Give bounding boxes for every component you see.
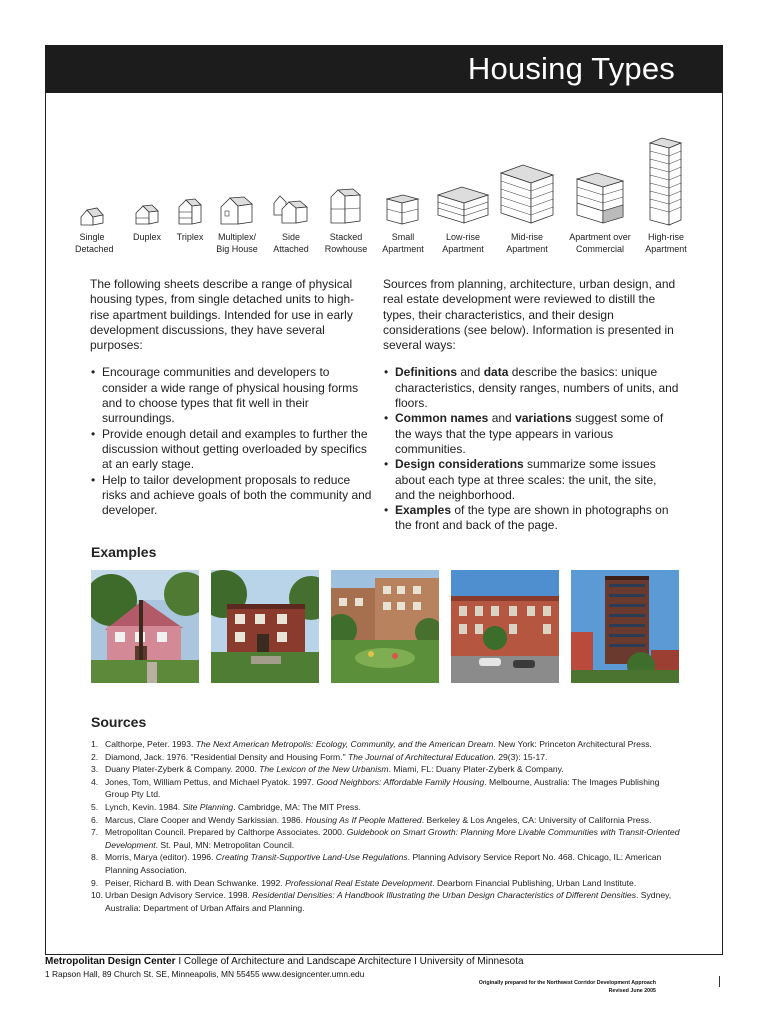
photo-multiplex xyxy=(211,570,319,683)
type-label-line2: Commercial xyxy=(575,244,624,254)
bold-term: Design considerations xyxy=(395,457,524,472)
source-publisher: . Miami, FL: Duany Plater-Zyberk & Company. xyxy=(388,764,564,775)
source-number: 3. xyxy=(91,764,99,775)
source-author: Morris, Marya (editor). 1996. xyxy=(105,852,216,863)
sources-list xyxy=(91,738,681,914)
right-column xyxy=(383,277,679,534)
high-rise-apartment-icon xyxy=(648,135,684,227)
left-column xyxy=(90,277,376,518)
type-label-line1: Triplex xyxy=(176,232,204,242)
photo-high-rise-apartment xyxy=(571,570,679,683)
source-title: Professional Real Estate Development xyxy=(285,877,433,888)
list-item xyxy=(383,411,679,457)
stacked-rowhouse-icon xyxy=(329,187,363,227)
source-publisher: . Cambridge, MA: The MIT Press. xyxy=(233,801,361,812)
type-label-line1: Multiplex/ xyxy=(217,232,256,242)
mid-rise-apartment-icon xyxy=(499,161,555,227)
housing-type-mid-rise-apartment xyxy=(498,161,556,255)
bold-term: Common names xyxy=(395,411,489,426)
affiliation-text: I College of Architecture and Landscape Architecture I University of Minnesota xyxy=(175,956,524,967)
type-label-line1: Low-rise xyxy=(445,232,480,242)
connector: and xyxy=(488,411,516,426)
source-title: Guidebook on Smart Growth: Planning More Livable Communities with Transit-Oriented Development xyxy=(105,827,680,850)
sources-heading: Sources xyxy=(91,714,147,730)
multiplex-icon xyxy=(219,195,255,227)
small-apartment-icon xyxy=(385,191,421,227)
type-label-line1: High-rise xyxy=(647,232,684,242)
type-label-line1: Apartment over xyxy=(569,232,631,242)
list-item xyxy=(383,503,679,534)
source-number: 2. xyxy=(91,751,99,762)
right-intro: Sources from planning, architecture, urban design, and real estate development were reviewed to distill the types, their characteristics, and their design considerations (see below). Information is presented in several ways: xyxy=(383,277,676,353)
source-number: 10. xyxy=(91,890,103,901)
bold-term: Definitions xyxy=(395,365,457,380)
triplex-icon xyxy=(177,197,203,227)
note-line: Revised June 2005 xyxy=(608,988,656,994)
source-publisher: . Sydney, Australia: Department of Urban Affairs and Planning. xyxy=(105,890,672,913)
type-label-line2: Apartment xyxy=(506,244,548,254)
list-item xyxy=(91,826,681,851)
type-label-line1: Single xyxy=(79,232,105,242)
list-item: • Encourage communities and developers to consider a wide range of physical housing forms and to choose types that fit well in their surroundings. xyxy=(90,365,376,426)
type-label-line2: Attached xyxy=(273,244,309,254)
bold-term: variations xyxy=(515,411,572,426)
list-item: • Provide enough detail and examples to further the discussion without getting overloaded by specifics at an early stage. xyxy=(90,427,376,473)
page-marker xyxy=(719,976,720,987)
source-title: Site Planning xyxy=(182,801,234,812)
apartment-over-commercial-icon xyxy=(575,169,625,227)
source-title: Creating Transit-Supportive Land-Use Regulations xyxy=(215,852,408,863)
description: suggest some of the ways that the type appears in various communities. xyxy=(395,411,664,456)
source-title: Housing As If People Mattered xyxy=(305,814,422,825)
title-bar xyxy=(45,45,723,93)
source-publisher: . Planning Advisory Service Report No. 468. Chicago, IL: American Planning Association. xyxy=(105,852,662,875)
type-label-line2 xyxy=(128,243,166,255)
duplex-icon xyxy=(134,203,160,227)
source-author: Lynch, Kevin. 1984. xyxy=(105,801,183,812)
examples-heading: Examples xyxy=(91,544,157,560)
source-number: 6. xyxy=(91,814,99,825)
presentation-list xyxy=(383,365,679,533)
photo-single-detached xyxy=(91,570,199,683)
source-author: Urban Design Advisory Service. 1998. xyxy=(105,890,253,901)
housing-type-side-attached xyxy=(267,193,315,255)
list-item xyxy=(383,365,679,411)
type-label-line2: Apartment xyxy=(442,244,484,254)
source-title: The Journal of Architectural Education xyxy=(348,751,494,762)
description: describe the basics: unique characteristics, density ranges, numbers of units, and floors. xyxy=(395,365,679,411)
type-label-line1: Duplex xyxy=(132,232,161,242)
organization-name: Metropolitan Design Center xyxy=(45,956,176,967)
source-number: 7. xyxy=(91,827,99,838)
source-number: 8. xyxy=(91,852,99,863)
photo-mid-rise-apartment xyxy=(451,570,559,683)
type-label-line2: Rowhouse xyxy=(324,244,368,254)
source-publisher: . New York: Princeton Architectural Press. xyxy=(493,739,652,749)
list-item xyxy=(91,751,681,764)
description: of the type are shown in photographs on the front and back of the page. xyxy=(395,503,669,533)
low-rise-apartment-icon xyxy=(436,181,490,227)
source-number: 5. xyxy=(91,801,99,812)
source-title: The Lexicon of the New Urbanism xyxy=(259,764,389,775)
housing-types-row xyxy=(75,120,705,255)
list-item xyxy=(91,889,681,914)
footer-affiliation xyxy=(45,956,524,967)
housing-type-apartment-over-commercial xyxy=(562,169,638,255)
page-title: Housing Types xyxy=(467,51,675,86)
single-detached-icon xyxy=(79,205,105,227)
purposes-list xyxy=(90,365,376,518)
revision-note xyxy=(479,979,656,995)
source-publisher: . Dearborn Financial Publishing, Urban Land Institute. xyxy=(432,877,637,888)
list-item xyxy=(91,851,681,876)
note-line: Originally prepared for the Northwest Corridor Development Approach xyxy=(478,980,656,986)
list-item xyxy=(383,457,679,503)
housing-type-low-rise-apartment xyxy=(432,181,494,255)
housing-type-stacked-rowhouse xyxy=(318,187,374,255)
list-item xyxy=(91,776,681,801)
type-label-line2: Big House xyxy=(216,244,258,254)
source-author: Peiser, Richard B. with Dean Schwanke. 1992. xyxy=(105,877,286,888)
housing-type-high-rise-apartment xyxy=(641,135,691,255)
housing-type-small-apartment xyxy=(377,191,429,255)
source-publisher: . 29(3): 15-17. xyxy=(493,751,548,762)
source-title: Good Neighbors: Affordable Family Housing xyxy=(316,776,485,787)
source-author: Diamond, Jack. 1976. "Residential Density and Housing Form." xyxy=(105,751,349,762)
source-author: Duany Plater-Zyberk & Company. 2000. xyxy=(105,764,260,775)
housing-type-single-detached xyxy=(75,205,114,255)
type-label-line2: Apartment xyxy=(645,244,687,254)
type-label-line2 xyxy=(171,243,209,255)
source-title: The Next American Metropolis: Ecology, Community, and the American Dream xyxy=(195,739,494,749)
type-label-line2: Apartment xyxy=(382,244,424,254)
source-number: 4. xyxy=(91,776,99,787)
type-label-line1: Mid-rise xyxy=(510,232,543,242)
bold-term: data xyxy=(483,365,509,380)
source-publisher: . St. Paul, MN: Metropolitan Council. xyxy=(155,839,295,850)
left-intro: The following sheets describe a range of physical housing types, from single detached units to high- rise apartment buildings. Intended for use in early development discussions, they have several purposes: xyxy=(90,277,355,353)
type-label-line1: Side xyxy=(281,232,300,242)
list-item xyxy=(91,877,681,890)
type-label-line1: Stacked xyxy=(329,232,363,242)
list-item xyxy=(91,738,681,751)
list-item xyxy=(91,801,681,814)
housing-type-multiplex xyxy=(212,195,262,255)
source-author: Jones, Tom, William Pettus, and Michael Pyatok. 1997. xyxy=(105,776,317,787)
bold-term: Examples xyxy=(395,503,452,518)
examples-photos xyxy=(91,570,679,683)
type-label-line1: Small xyxy=(391,232,415,242)
list-item: • Help to tailor development proposals to reduce risks and achieve goals of both the community and developer. xyxy=(90,473,376,519)
photo-low-rise-apartment xyxy=(331,570,439,683)
source-number: 9. xyxy=(91,877,99,888)
source-number: 1. xyxy=(91,739,99,749)
footer-address: 1 Rapson Hall, 89 Church St. SE, Minneapolis, MN 55455 www.designcenter.umn.edu xyxy=(45,969,365,979)
type-label-line2: Detached xyxy=(75,244,114,254)
source-author: Metropolitan Council. Prepared by Calthorpe Associates. 2000. xyxy=(105,827,347,838)
housing-type-triplex xyxy=(171,197,209,255)
list-item xyxy=(91,763,681,776)
description: summarize some issues about each type at three scales: the unit, the site, and the neighborhood. xyxy=(395,457,657,502)
source-publisher: . Melbourne, Australia: The Images Publishing Group Pty Ltd. xyxy=(105,776,660,800)
connector: and xyxy=(457,365,484,380)
side-attached-icon xyxy=(272,193,310,227)
source-author: Calthorpe, Peter. 1993. xyxy=(105,739,196,749)
housing-type-duplex xyxy=(128,203,166,255)
source-author: Marcus, Clare Cooper and Wendy Sarkissian. 1986. xyxy=(105,814,306,825)
source-title: Residential Densities: A Handbook Illustrating the Urban Design Characteristics of Different Densities xyxy=(252,890,636,901)
list-item xyxy=(91,814,681,827)
source-publisher: . Berkeley & Los Angeles, CA: University of California Press. xyxy=(421,814,652,825)
